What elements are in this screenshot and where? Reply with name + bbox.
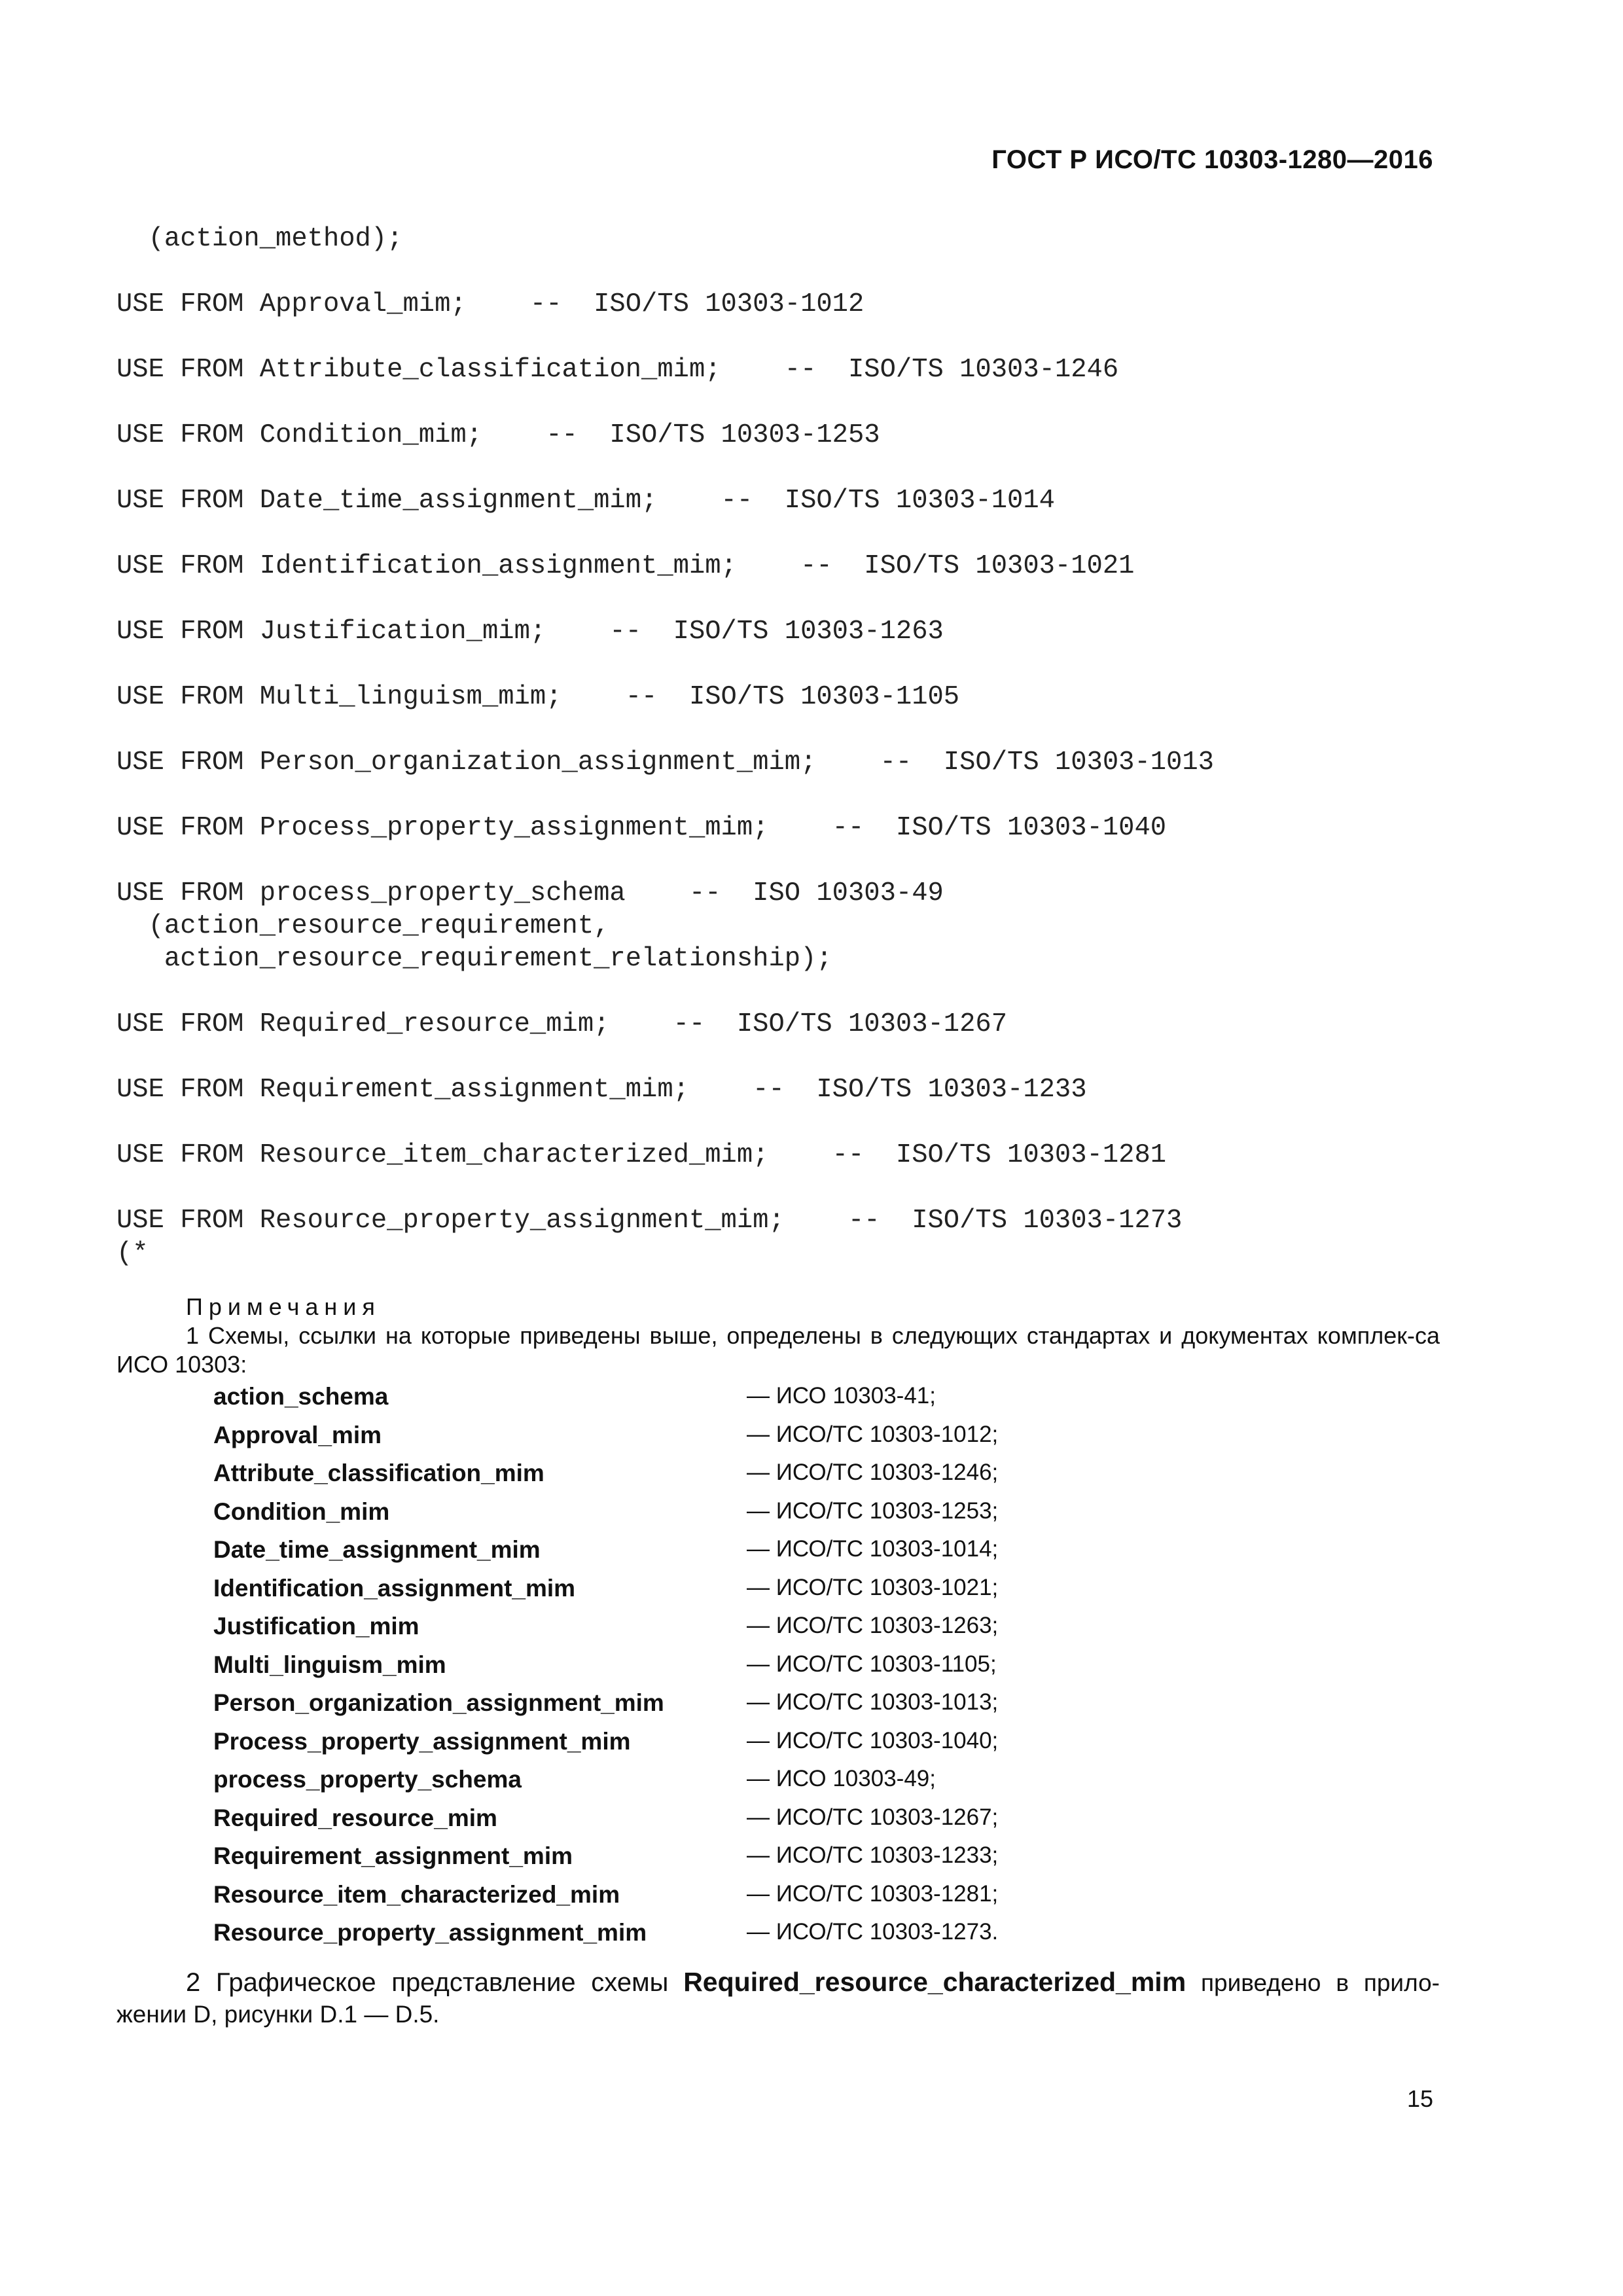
- code-blank-line: [116, 255, 1458, 288]
- schema-name: Required_resource_mim: [213, 1804, 497, 1831]
- code-line: USE FROM Process_property_assignment_mim; -- ISO/TS 10303-1040: [116, 813, 1167, 843]
- schema-name: Identification_assignment_mim: [213, 1574, 576, 1602]
- notes-title: Примечания: [186, 1293, 381, 1320]
- standard-reference: — ИСО/ТС 10303-1246;: [747, 1460, 999, 1485]
- schema-name: process_property_schema: [213, 1766, 522, 1793]
- schema-name: Multi_linguism_mim: [213, 1651, 446, 1678]
- standard-reference: — ИСО/ТС 10303-1105;: [747, 1651, 997, 1677]
- schema-reference-row: [213, 1804, 1260, 1843]
- schema-reference-row: [213, 1613, 1260, 1651]
- standard-reference: — ИСО/ТС 10303-1263;: [747, 1613, 999, 1638]
- document-header: ГОСТ Р ИСО/ТС 10303-1280—2016: [991, 145, 1433, 174]
- code-line: (*: [116, 1238, 149, 1268]
- code-blank-line: [116, 452, 1458, 484]
- page-number: 15: [1406, 2085, 1433, 2112]
- standard-reference: — ИСО/ТС 10303-1281;: [747, 1880, 999, 1907]
- standard-reference: — ИСО/ТС 10303-1012;: [747, 1421, 999, 1447]
- schema-reference-row: [213, 1689, 1260, 1728]
- code-blank-line: [116, 517, 1458, 550]
- code-line: USE FROM Attribute_classification_mim; -- ISO/TS 10303-1246: [116, 355, 1119, 385]
- schema-name: Approval_mim: [213, 1421, 382, 1448]
- schema-reference-row: [213, 1881, 1260, 1920]
- standard-reference: — ИСО/ТС 10303-1021;: [747, 1574, 999, 1600]
- note-1-text: 1 Схемы, ссылки на которые приведены выше, определены в следующих стандартах и документах комплек-са ИСО 10303:: [116, 1322, 1440, 1378]
- note-2-suffix: приведено в прило-жении D, рисунки D.1 — D.5.: [116, 1969, 1440, 2028]
- schema-name: Date_time_assignment_mim: [213, 1536, 541, 1563]
- code-line: action_resource_requirement_relationship);: [116, 944, 832, 974]
- schema-reference-row: [213, 1422, 1260, 1460]
- standard-reference: — ИСО/ТС 10303-1233;: [747, 1842, 999, 1868]
- schema-name: Process_property_assignment_mim: [213, 1727, 631, 1755]
- schema-reference-row: [213, 1766, 1260, 1804]
- standard-reference: — ИСО 10303-49;: [747, 1766, 936, 1791]
- express-code-listing: [116, 223, 1458, 1270]
- schema-reference-row: [213, 1842, 1260, 1881]
- schema-reference-row: [213, 1383, 1260, 1422]
- standard-reference: — ИСО/ТС 10303-1267;: [747, 1804, 999, 1830]
- note-2: [116, 1966, 1440, 2030]
- standard-reference: — ИСО/ТС 10303-1013;: [747, 1689, 999, 1715]
- schema-reference-row: [213, 1498, 1260, 1537]
- code-line: USE FROM Identification_assignment_mim; -- ISO/TS 10303-1021: [116, 551, 1135, 581]
- code-blank-line: [116, 713, 1458, 746]
- code-line: USE FROM Date_time_assignment_mim; -- ISO/TS 10303-1014: [116, 486, 1055, 516]
- code-blank-line: [116, 386, 1458, 419]
- standard-reference: — ИСО/ТС 10303-1014;: [747, 1536, 999, 1562]
- code-line: USE FROM Required_resource_mim; -- ISO/TS 10303-1267: [116, 1009, 1008, 1039]
- schema-reference-row: [213, 1651, 1260, 1690]
- code-blank-line: [116, 1172, 1458, 1204]
- schema-reference-row: [213, 1536, 1260, 1575]
- code-blank-line: [116, 844, 1458, 877]
- note-2-prefix: 2 Графическое представление схемы: [186, 1968, 669, 1997]
- schema-reference-row: [213, 1728, 1260, 1767]
- code-blank-line: [116, 975, 1458, 1008]
- code-blank-line: [116, 1041, 1458, 1073]
- schema-name: Justification_mim: [213, 1613, 419, 1640]
- code-line: (action_resource_requirement,: [116, 911, 610, 941]
- schema-name: Condition_mim: [213, 1498, 390, 1525]
- note-2-schema-name: Required_resource_characterized_mim: [683, 1967, 1186, 1997]
- code-blank-line: [116, 779, 1458, 812]
- schema-name: Person_organization_assignment_mim: [213, 1689, 664, 1716]
- code-line: (action_method);: [116, 224, 403, 254]
- schema-name: Resource_item_characterized_mim: [213, 1880, 620, 1908]
- code-blank-line: [116, 583, 1458, 615]
- schema-reference-row: [213, 1575, 1260, 1613]
- schema-reference-row: [213, 1919, 1260, 1958]
- schema-name: Requirement_assignment_mim: [213, 1842, 573, 1869]
- code-line: USE FROM process_property_schema -- ISO 10303-49: [116, 878, 944, 908]
- schema-name: Resource_property_assignment_mim: [213, 1919, 647, 1946]
- standard-reference: — ИСО 10303-41;: [747, 1383, 936, 1408]
- code-line: USE FROM Resource_item_characterized_mim; -- ISO/TS 10303-1281: [116, 1140, 1167, 1170]
- code-blank-line: [116, 1106, 1458, 1139]
- code-line: USE FROM Requirement_assignment_mim; -- ISO/TS 10303-1233: [116, 1075, 1087, 1105]
- standard-reference: — ИСО/ТС 10303-1253;: [747, 1498, 999, 1524]
- schema-reference-list: [213, 1383, 1260, 1958]
- code-blank-line: [116, 321, 1458, 353]
- schema-name: Attribute_classification_mim: [213, 1460, 544, 1486]
- schema-name: action_schema: [213, 1383, 389, 1410]
- code-line: USE FROM Person_organization_assignment_mim; -- ISO/TS 10303-1013: [116, 747, 1214, 778]
- code-line: USE FROM Justification_mim; -- ISO/TS 10303-1263: [116, 617, 944, 647]
- code-line: USE FROM Multi_linguism_mim; -- ISO/TS 10303-1105: [116, 682, 960, 712]
- standard-reference: — ИСО/ТС 10303-1273.: [747, 1919, 999, 1945]
- code-line: USE FROM Approval_mim; -- ISO/TS 10303-1012: [116, 289, 865, 319]
- notes-section: [116, 1293, 1440, 1379]
- standard-reference: — ИСО/ТС 10303-1040;: [747, 1727, 999, 1753]
- schema-reference-row: [213, 1460, 1260, 1498]
- code-line: USE FROM Resource_property_assignment_mim; -- ISO/TS 10303-1273: [116, 1206, 1183, 1236]
- code-blank-line: [116, 648, 1458, 681]
- code-line: USE FROM Condition_mim; -- ISO/TS 10303-1253: [116, 420, 880, 450]
